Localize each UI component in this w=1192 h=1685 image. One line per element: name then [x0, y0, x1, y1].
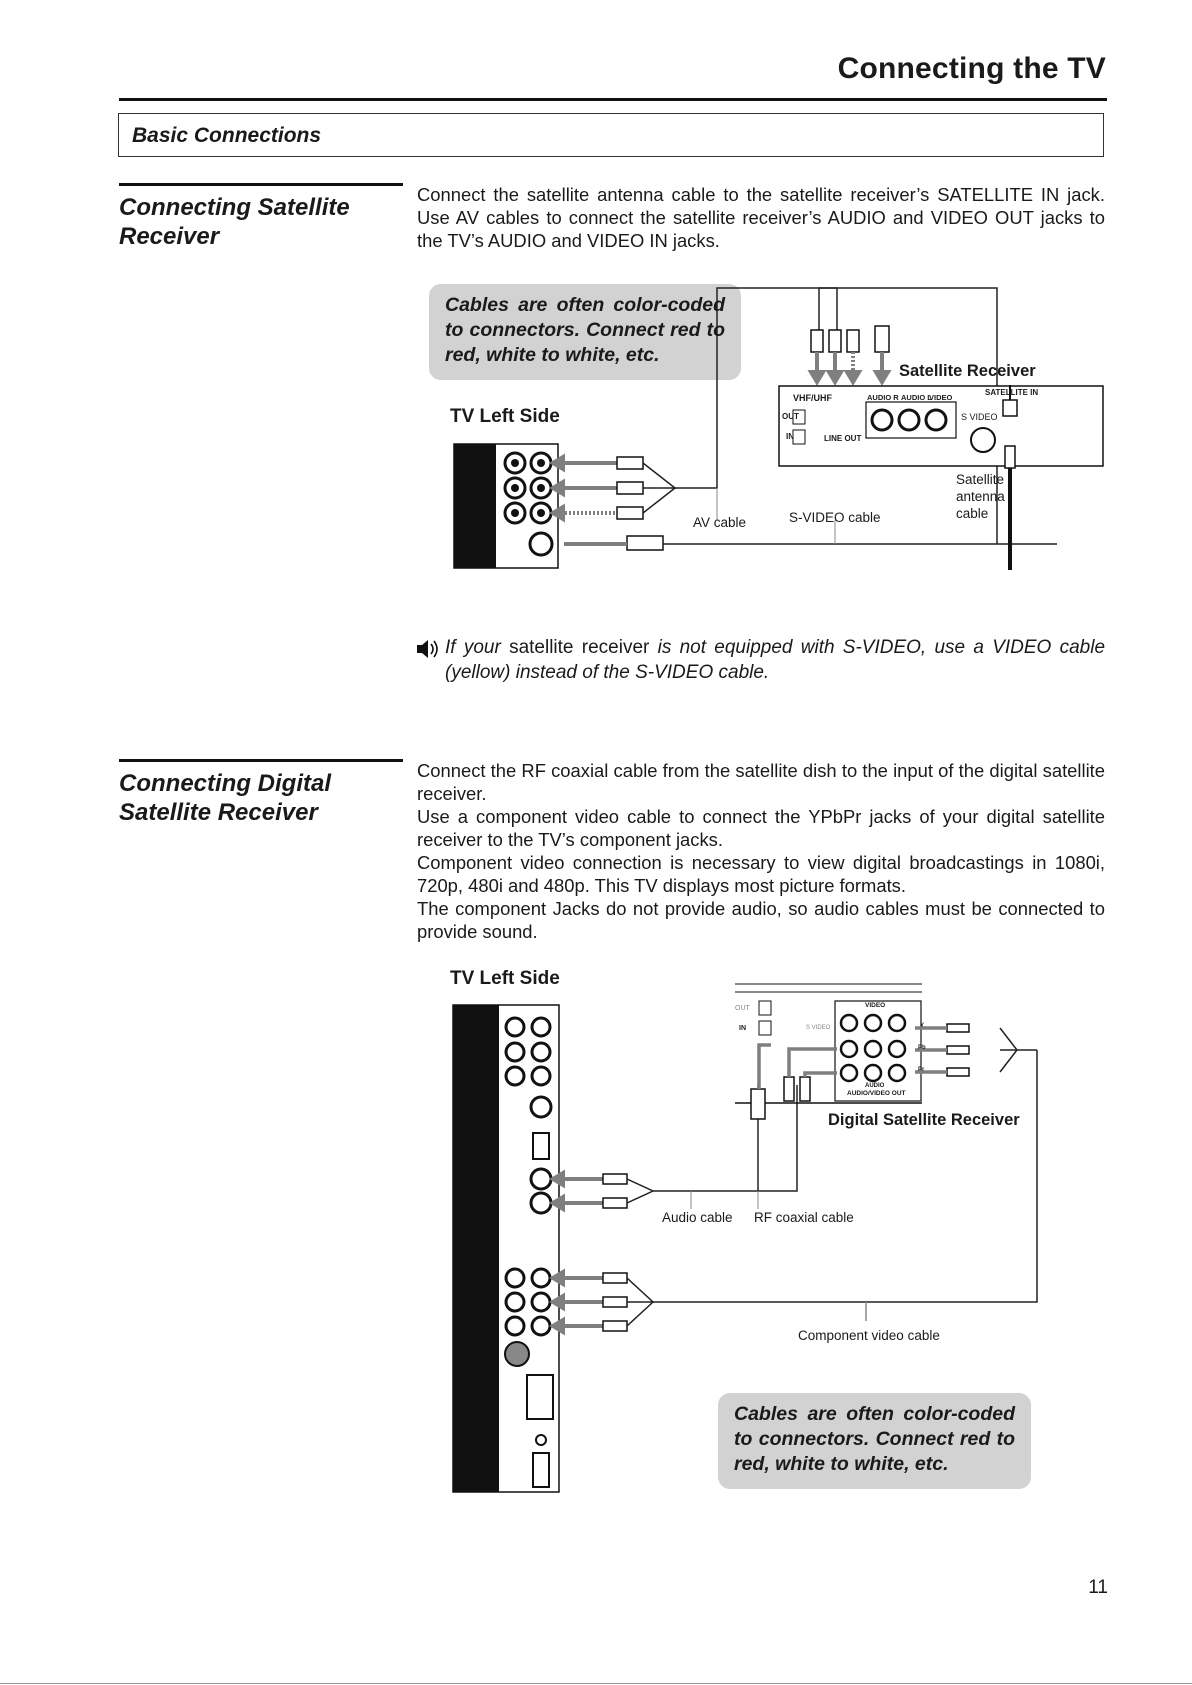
tv-input-arrows	[553, 457, 617, 519]
audio-l-label: AUDIO L	[901, 393, 932, 402]
banner-label: Basic Connections	[132, 124, 322, 147]
usb-port	[533, 1133, 549, 1159]
audio-cable-label: Audio cable	[662, 1210, 733, 1225]
satellite-receiver-label: Satellite Receiver	[899, 362, 1036, 380]
antenna-label-line3: cable	[956, 506, 989, 521]
component-video-cable-label: Component video cable	[798, 1328, 940, 1343]
section-rule	[119, 183, 403, 186]
antenna-jack	[505, 1342, 529, 1366]
tv-left-side-label: TV Left Side	[450, 406, 560, 427]
section-rule	[119, 759, 403, 762]
section-body-satellite	[417, 183, 1105, 252]
receiver-audio-arrows	[759, 1045, 837, 1089]
av-cable-label: AV cable	[693, 515, 747, 530]
line-out-label: LINE OUT	[824, 434, 862, 443]
page-number: 11	[1088, 1577, 1108, 1598]
vga-port	[527, 1375, 553, 1419]
receiver-audio-video-out-label: AUDIO/VIDEO OUT	[847, 1090, 906, 1097]
bottom-rule	[0, 1683, 1192, 1684]
out-label: OUT	[782, 412, 799, 421]
rf-coaxial-cable-label: RF coaxial cable	[754, 1210, 854, 1225]
s-video-cable-label: S-VIDEO cable	[789, 510, 881, 525]
callout-color-coding: Cables are often color-coded to connectors. Connect red to red, white to white, etc.	[445, 294, 725, 366]
title-rule	[119, 98, 1107, 101]
receiver-audio-label: AUDIO	[865, 1083, 885, 1089]
receiver-s-video-label: S VIDEO	[806, 1025, 831, 1031]
tv-panel-label-strip	[453, 1005, 499, 1492]
body-paragraph: The component Jacks do not provide audio, so audio cables must be connected to provide sound.	[417, 898, 1105, 942]
s-video-jack-label: S VIDEO	[961, 412, 998, 422]
section-title-satellite: Connecting Satellite Receiver	[119, 194, 350, 250]
receiver-out-label: OUT	[735, 1005, 750, 1012]
satellite-in-label: SATELLITE IN	[985, 388, 1039, 397]
audio-input-arrows	[553, 1173, 603, 1209]
body-paragraph: Use a component video cable to connect the YPbPr jacks of your digital satellite receiver to the TV’s component jacks.	[417, 806, 1105, 850]
tv-left-side-label: TV Left Side	[450, 968, 560, 989]
vhf-uhf-label: VHF/UHF	[793, 393, 832, 403]
receiver-plugs	[811, 326, 889, 352]
digital-satellite-connection-diagram	[417, 965, 1107, 1495]
body-paragraph: Connect the satellite antenna cable to the satellite receiver’s SATELLITE IN jack. Use AV cables to connect the satellite receiver’s AUDIO and VIDEO OUT jacks to the TV’s AUDIO and VIDEO IN jacks.	[417, 184, 1105, 251]
digital-satellite-receiver-label: Digital Satellite Receiver	[828, 1111, 1020, 1129]
receiver-video-label: VIDEO	[865, 1002, 886, 1009]
note-suffix: is not equipped with S-VIDEO, use a VIDEO cable (yellow) instead of the S-VIDEO cable.	[445, 637, 1106, 683]
pr-label: Pr	[918, 1067, 925, 1073]
speaker-icon	[415, 638, 439, 660]
component-input-arrows	[553, 1272, 603, 1332]
antenna-label-line2: antenna	[956, 489, 1005, 504]
note-prefix: If your	[445, 637, 501, 658]
receiver-in-label: IN	[739, 1025, 746, 1032]
video-label: VIDEO	[929, 393, 953, 402]
audio-r-label: AUDIO R	[867, 393, 899, 402]
section-body-digital-satellite	[417, 759, 1105, 943]
pc-audio-jack	[536, 1435, 546, 1445]
body-paragraph: Connect the RF coaxial cable from the satellite dish to the input of the digital satellite receiver.	[417, 760, 1105, 804]
receiver-arrows	[811, 352, 888, 382]
satellite-connection-diagram	[417, 280, 1107, 570]
callout-color-coding: Cables are often color-coded to connectors. Connect red to red, white to white, etc.	[718, 1393, 1031, 1489]
note-svideo	[415, 635, 1105, 685]
y-label: Y	[920, 1023, 925, 1029]
body-paragraph: Component video connection is necessary to view digital broadcastings in 1080i, 720p, 480i and 480p. This TV displays most picture formats.	[417, 852, 1105, 896]
in-label: IN	[786, 432, 794, 441]
section-banner	[118, 113, 1104, 157]
page-title: Connecting the TV	[837, 52, 1106, 85]
note-upright: satellite receiver	[509, 637, 650, 658]
section-title-digital-satellite: Connecting Digital Satellite Receiver	[119, 770, 331, 826]
antenna-label-line1: Satellite	[956, 472, 1005, 487]
tv-panel-label-strip	[454, 444, 496, 568]
pb-label: Pb	[918, 1045, 926, 1051]
hdmi-port	[533, 1453, 549, 1487]
